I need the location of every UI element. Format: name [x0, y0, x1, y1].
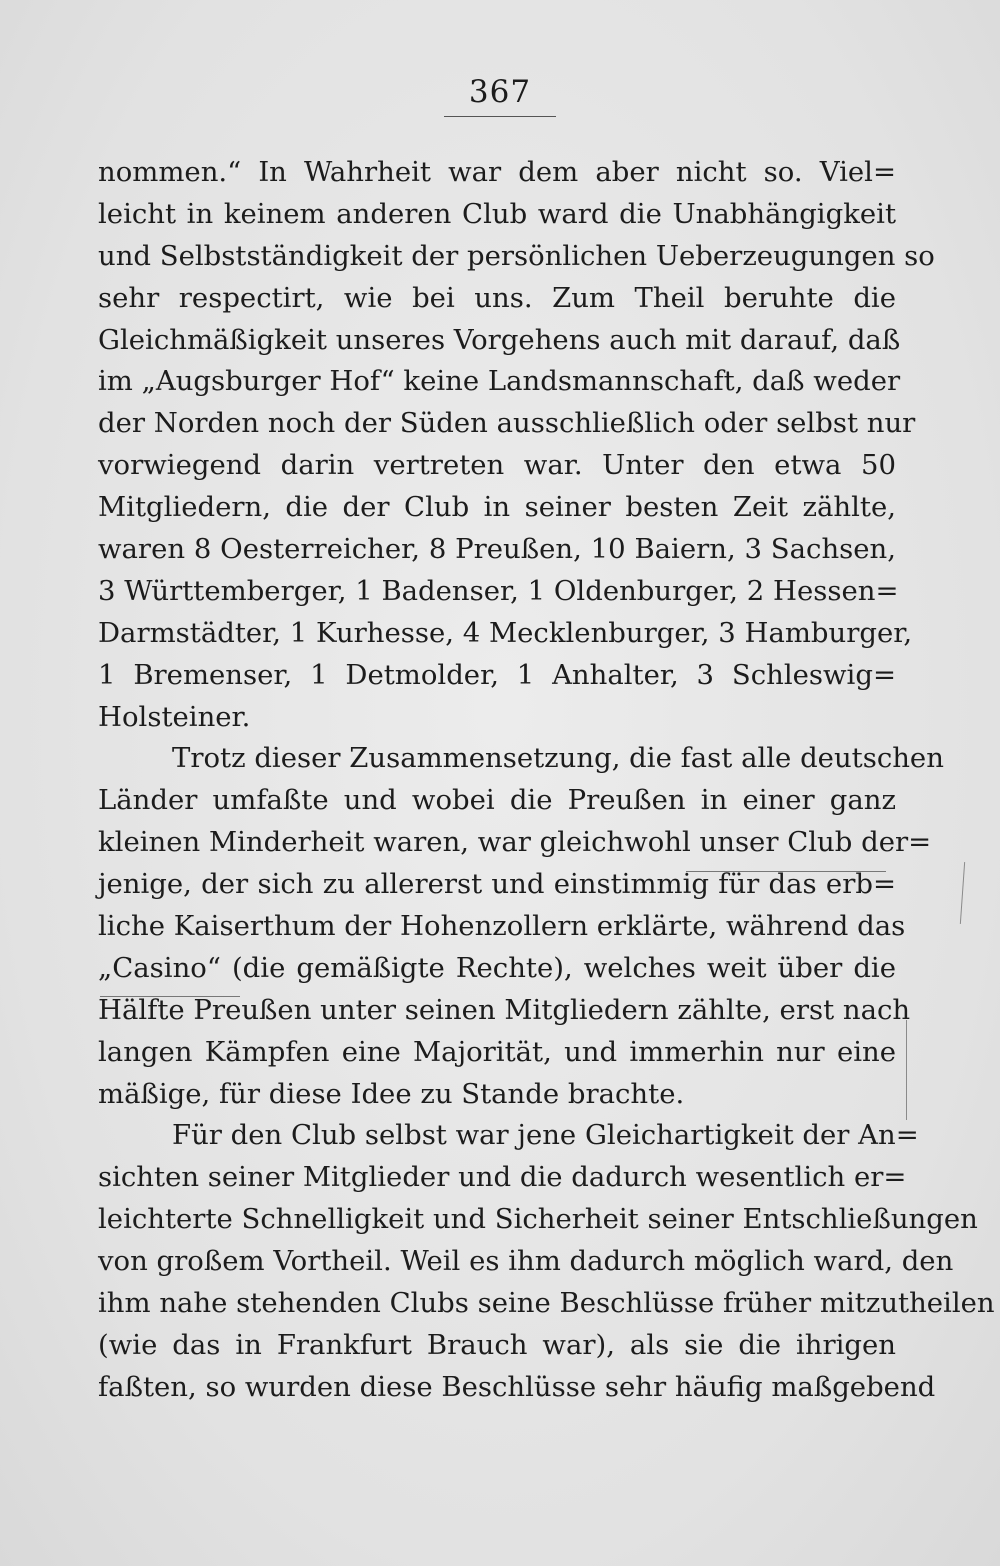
text-line: leichterte Schnelligkeit und Sicherheit seiner Entschließungen	[98, 1203, 978, 1236]
text-line: der Norden noch der Süden ausschließlich oder selbst nur	[98, 407, 916, 440]
text-line: Mitgliedern, die der Club in seiner besten Zeit zählte,	[98, 491, 896, 524]
text-line: 1 Bremenser, 1 Detmolder, 1 Anhalter, 3 Schleswig=	[98, 658, 896, 691]
text-line: mäßige, für diese Idee zu Stande brachte.	[98, 1077, 685, 1110]
text-line: ihm nahe stehenden Clubs seine Beschlüsse früher mitzutheilen	[98, 1287, 995, 1320]
text-line: sichten seiner Mitglieder und die dadurch wesentlich er=	[98, 1161, 907, 1194]
text-line: sehr respectirt, wie bei uns. Zum Theil beruhte die	[98, 281, 896, 314]
pencil-margin-mark	[960, 862, 965, 924]
text-line: Länder umfaßte und wobei die Preußen in einer ganz	[98, 784, 896, 817]
text-line: im „Augsburger Hof“ keine Landsmannschaft, daß weder	[98, 365, 901, 398]
text-line: „Casino“ (die gemäßigte Rechte), welches weit über die	[98, 951, 896, 984]
text-line: von großem Vortheil. Weil es ihm dadurch möglich ward, den	[98, 1245, 954, 1278]
text-line: Holsteiner.	[98, 700, 251, 733]
text-line: liche Kaiserthum der Hohenzollern erklärte, während das	[98, 910, 906, 943]
text-line: nommen.“ In Wahrheit war dem aber nicht so. Viel=	[98, 156, 896, 188]
pencil-margin-mark	[906, 1020, 907, 1120]
header-rule	[444, 116, 556, 117]
text-line: Trotz dieser Zusammensetzung, die fast alle deutschen	[172, 742, 944, 775]
text-line: leicht in keinem anderen Club ward die Unabhängigkeit	[98, 197, 896, 230]
text-line: Darmstädter, 1 Kurhesse, 4 Mecklenburger, 3 Hamburger,	[98, 616, 913, 649]
pencil-underline	[686, 871, 886, 872]
pencil-underline	[100, 996, 240, 997]
text-line: waren 8 Oesterreicher, 8 Preußen, 10 Baiern, 3 Sachsen,	[98, 533, 896, 566]
text-line: Hälfte Preußen unter seinen Mitgliedern zählte, erst nach	[98, 993, 911, 1026]
text-line: vorwiegend darin vertreten war. Unter den etwa 50	[98, 449, 896, 482]
text-line: 3 Württemberger, 1 Badenser, 1 Oldenburger, 2 Hessen=	[98, 574, 899, 607]
text-line: (wie das in Frankfurt Brauch war), als sie die ihrigen	[98, 1328, 896, 1361]
text-line: Für den Club selbst war jene Gleichartigkeit der An=	[172, 1119, 919, 1152]
text-line: und Selbstständigkeit der persönlichen Ueberzeugungen so	[98, 239, 935, 272]
text-line: langen Kämpfen eine Majorität, und immerhin nur eine	[98, 1035, 896, 1068]
text-line: jenige, der sich zu allererst und einstimmig für das erb=	[98, 868, 896, 901]
body-text	[98, 152, 995, 1409]
text-line: Gleichmäßigkeit unseres Vorgehens auch mit darauf, daß	[98, 323, 901, 356]
text-line: faßten, so wurden diese Beschlüsse sehr häufig maßgebend	[98, 1370, 936, 1403]
page-number: 367	[468, 74, 532, 110]
text-line: kleinen Minderheit waren, war gleichwohl unser Club der=	[98, 826, 932, 859]
